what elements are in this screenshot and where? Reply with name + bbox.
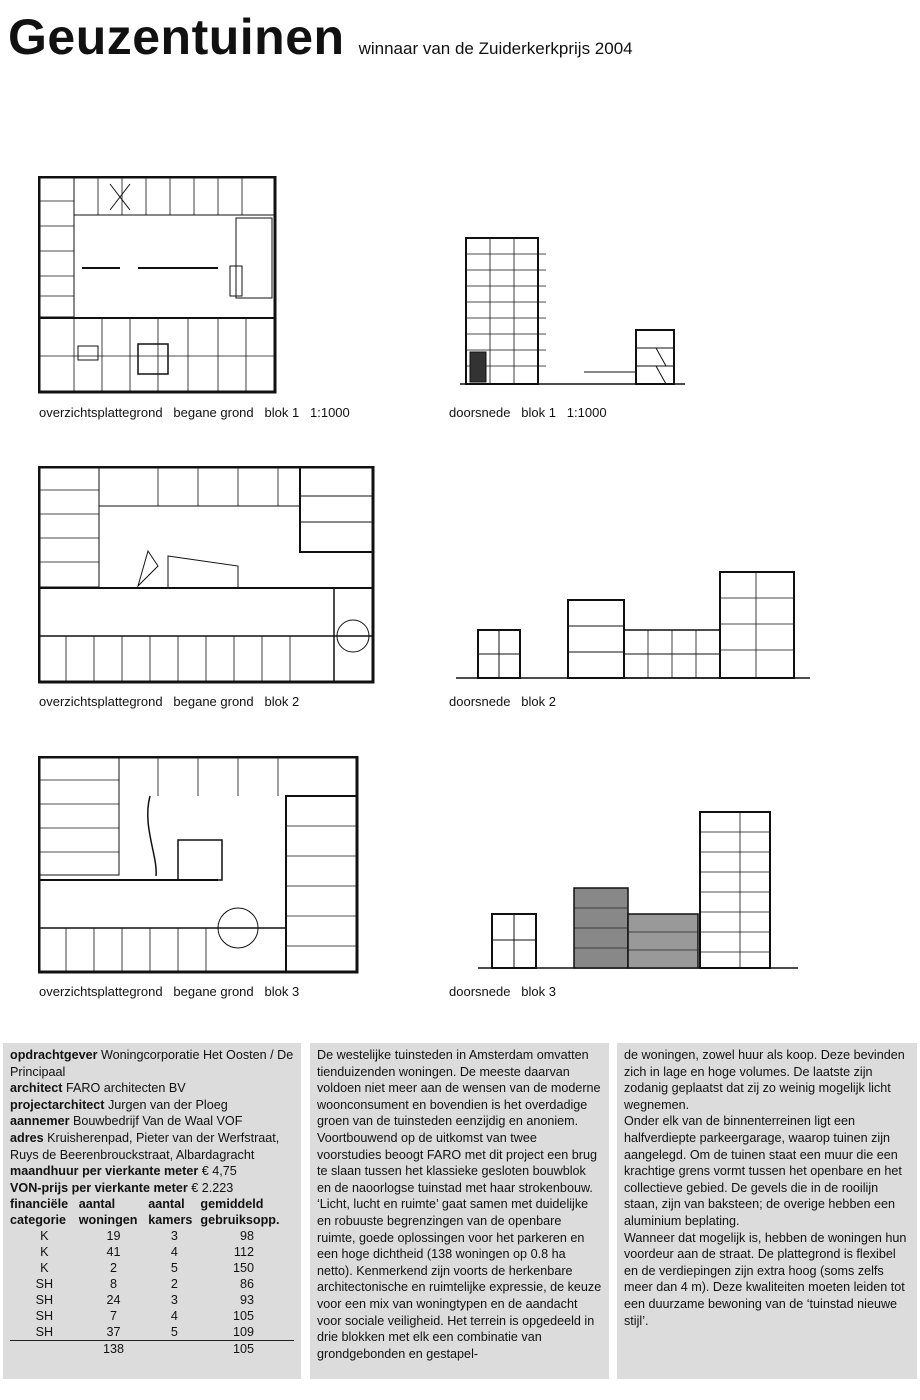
page-subtitle: winnaar van de Zuiderkerkprijs 2004	[358, 39, 633, 58]
fact-architect: architect FARO architecten BV	[10, 1081, 186, 1096]
table-row: K 2 5 150	[40, 1261, 254, 1276]
caption-plan-blok-2: overzichtsplattegrond begane grond blok 2	[39, 694, 300, 709]
caption-section-blok-1: doorsnede blok 1 1:1000	[449, 405, 607, 420]
caption-plan-blok-1: overzichtsplattegrond begane grond blok 1 1:1000	[39, 405, 350, 420]
fact-von-price: VON-prijs per vierkante meter € 2.223	[10, 1180, 234, 1195]
page-title: Geuzentuinen	[8, 9, 345, 65]
section-drawing-blok-2	[456, 570, 810, 682]
floorplan-blok-1	[38, 176, 278, 394]
page-header	[8, 8, 633, 66]
fact-rent: maandhuur per vierkante meter € 4,75	[10, 1164, 237, 1179]
fact-project-architect: projectarchitect Jurgen van der Ploeg	[10, 1097, 228, 1112]
section-drawing-blok-1	[460, 232, 685, 387]
description-paragraph: Onder elk van de binnenterreinen ligt een halfverdiepte parkeergarage, waarop tuinen zijn aangelegd. Om de tuinen staat een muur die een krachtige grens vormt tussen het openbare en het collectieve gebied. De gevels die in de rooilijn staan, zijn van baksteen; de overige hebben een aluminium beplating.	[624, 1114, 902, 1228]
table-row: SH 24 3 93	[35, 1293, 254, 1308]
fact-contractor: aannemer Bouwbedrijf Van de Waal VOF	[10, 1114, 243, 1129]
table-row: SH 8 2 86	[35, 1277, 254, 1292]
caption-section-blok-2: doorsnede blok 2	[449, 694, 556, 709]
table-row: K 41 4 112	[40, 1245, 254, 1260]
facts-column	[3, 1043, 301, 1379]
housing-table	[10, 1196, 294, 1357]
col-header-area: gemiddeld gebruiksopp.	[200, 1197, 280, 1228]
floorplan-blok-2	[38, 466, 376, 684]
table-row: K 19 3 98	[40, 1229, 254, 1244]
col-header-rooms: aantal kamers	[148, 1197, 193, 1228]
project-info	[0, 1043, 920, 1400]
table-total-row: 138 105	[10, 1341, 294, 1358]
section-drawing-blok-3	[478, 810, 798, 972]
description-text: De westelijke tuinsteden in Amsterdam omvatten tienduizenden woningen. De meeste daarvan voldoen niet meer aan de wensen van de moderne woonconsument en bovendien is het overdadige groen van de tuinsteden eenzijdig en anoniem. Voortbouwend op de uitkomst van twee voorstudies beoogt FARO met dit project een brug te slaan tussen het klassieke gesloten bouwblok en de naoorlogse tuinstad met haar strokenbouw. ‘Licht, lucht en ruimte’ gaat samen met duidelijke en robuuste begrenzingen van de openbare ruimte, goede oplossingen voor het parkeren en een hoge dichtheid (138 woningen op 0.8 ha netto). Kenmerkend zijn voorts de herkenbare architectonische en ruimtelijke expressie, de keuze voor een mix van woningtypen en de aandacht voor sociale veiligheid. Het terrein is opgedeeld in drie blokken met elk een combinatie van grondgebonden en gestapel-	[317, 1048, 602, 1361]
table-row: SH 7 4 105	[35, 1309, 254, 1324]
floorplan-blok-3	[38, 756, 360, 974]
caption-section-blok-3: doorsnede blok 3	[449, 984, 556, 999]
description-column-2	[617, 1043, 917, 1379]
description-column-1	[310, 1043, 609, 1379]
fact-client: opdrachtgever Woningcorporatie Het Oosten / De Principaal	[10, 1048, 294, 1079]
col-header-dwellings: aantal woningen	[78, 1197, 138, 1228]
col-header-category: financiële categorie	[10, 1197, 69, 1228]
caption-plan-blok-3: overzichtsplattegrond begane grond blok 3	[39, 984, 300, 999]
fact-address: adres Kruisherenpad, Pieter van der Werfstraat, Ruys de Beerenbrouckstraat, Albardagracht	[10, 1130, 280, 1162]
table-row: SH 37 5 109	[35, 1325, 254, 1340]
description-paragraph: Wanneer dat mogelijk is, hebben de woningen hun voordeur aan de straat. De plattegrond is flexibel en de verdiepingen zijn extra hoog (soms zelfs meer dan 4 m). Deze kwaliteiten moeten leiden tot een duurzame bewoning van de ‘tuinstad nieuwe stijl’.	[624, 1230, 907, 1328]
description-paragraph: de woningen, zowel huur als koop. Deze bevinden zich in lage en hoge volumes. De laatste zijn zodanig geplaatst dat zij zo weinig mogelijk licht wegnemen.	[624, 1048, 905, 1112]
